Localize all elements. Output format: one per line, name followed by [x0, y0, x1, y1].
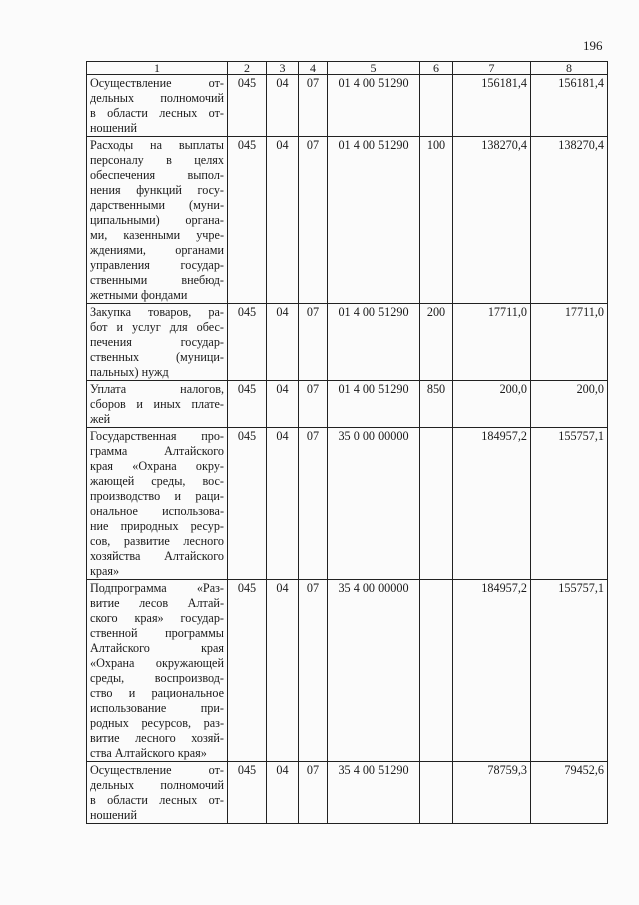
row-name-line: Уплата налогов, — [90, 382, 224, 396]
admin-code: 045 — [228, 137, 267, 304]
row-name-line: витие лесов Алтай- — [90, 596, 224, 610]
table-row — [87, 75, 608, 137]
amount-year-1: 156181,4 — [453, 75, 531, 137]
amount-year-2: 79452,6 — [531, 762, 608, 824]
subsection-code: 07 — [299, 381, 328, 428]
table-row — [87, 381, 608, 428]
row-name-line: управления государ- — [90, 258, 224, 272]
row-name-line: края «Охрана окру- — [90, 459, 224, 473]
column-header: 6 — [420, 62, 453, 75]
expense-type — [420, 75, 453, 137]
row-name-line: края» — [90, 564, 120, 578]
row-name — [87, 428, 228, 580]
row-name-line: ми, казенными учре- — [90, 228, 224, 242]
row-name — [87, 304, 228, 381]
row-name-line: Закупка товаров, ра- — [90, 305, 224, 319]
admin-code: 045 — [228, 381, 267, 428]
row-name-line: ства Алтайского края» — [90, 746, 207, 760]
header-row — [87, 62, 608, 75]
row-name-line: ского края» государ- — [90, 611, 224, 625]
subsection-code: 07 — [299, 304, 328, 381]
amount-year-1: 17711,0 — [453, 304, 531, 381]
row-name-line: производство и раци- — [90, 489, 224, 503]
admin-code: 045 — [228, 762, 267, 824]
row-name-line: дарственными (муни- — [90, 198, 224, 212]
row-name-line: бот и услуг для обес- — [90, 320, 224, 334]
target-article: 35 0 00 00000 — [328, 428, 420, 580]
expense-type — [420, 428, 453, 580]
row-name — [87, 381, 228, 428]
row-name-line: ношений — [90, 808, 137, 822]
row-name-line: жей — [90, 412, 111, 426]
row-name — [87, 762, 228, 824]
amount-year-2: 138270,4 — [531, 137, 608, 304]
row-name-line: Подпрограмма «Раз- — [90, 581, 224, 595]
row-name-line: хозяйства Алтайского — [90, 549, 224, 563]
row-name-line: Государственная про- — [90, 429, 224, 443]
column-header: 5 — [328, 62, 420, 75]
row-name-line: Осуществление от- — [90, 76, 224, 90]
row-name-line: ственной программы — [90, 626, 224, 640]
column-header: 1 — [87, 62, 228, 75]
section-code: 04 — [267, 381, 299, 428]
row-name-line: в области лесных от- — [90, 106, 224, 120]
section-code: 04 — [267, 428, 299, 580]
budget-table — [86, 61, 608, 824]
row-name-line: Осуществление от- — [90, 763, 224, 777]
column-header: 8 — [531, 62, 608, 75]
column-header: 2 — [228, 62, 267, 75]
row-name-line: ношений — [90, 121, 137, 135]
column-header: 3 — [267, 62, 299, 75]
row-name — [87, 580, 228, 762]
row-name-line: сборов и иных плате- — [90, 397, 224, 411]
row-name-line: дельных полномочий — [90, 91, 224, 105]
subsection-code: 07 — [299, 137, 328, 304]
section-code: 04 — [267, 137, 299, 304]
section-code: 04 — [267, 580, 299, 762]
amount-year-2: 156181,4 — [531, 75, 608, 137]
row-name — [87, 137, 228, 304]
target-article: 01 4 00 51290 — [328, 75, 420, 137]
admin-code: 045 — [228, 75, 267, 137]
admin-code: 045 — [228, 304, 267, 381]
amount-year-1: 200,0 — [453, 381, 531, 428]
row-name-line: витие лесного хозяй- — [90, 731, 224, 745]
target-article: 35 4 00 51290 — [328, 762, 420, 824]
table-row — [87, 304, 608, 381]
subsection-code: 07 — [299, 580, 328, 762]
subsection-code: 07 — [299, 428, 328, 580]
row-name-line: сов, развитие лесного — [90, 534, 224, 548]
amount-year-2: 155757,1 — [531, 428, 608, 580]
target-article: 01 4 00 51290 — [328, 381, 420, 428]
admin-code: 045 — [228, 580, 267, 762]
amount-year-2: 155757,1 — [531, 580, 608, 762]
expense-type — [420, 762, 453, 824]
row-name-line: обеспечения выпол- — [90, 168, 224, 182]
row-name-line: жающей среды, вос- — [90, 474, 224, 488]
row-name-line: ципальными) органа- — [90, 213, 224, 227]
row-name-line: родных ресурсов, раз- — [90, 716, 224, 730]
expense-type — [420, 580, 453, 762]
admin-code: 045 — [228, 428, 267, 580]
row-name-line: «Охрана окружающей — [90, 656, 224, 670]
row-name-line: использование при- — [90, 701, 224, 715]
target-article: 01 4 00 51290 — [328, 304, 420, 381]
row-name — [87, 75, 228, 137]
row-name-line: ональное использова- — [90, 504, 224, 518]
section-code: 04 — [267, 762, 299, 824]
row-name-line: ственных (муници- — [90, 350, 224, 364]
table-row — [87, 580, 608, 762]
subsection-code: 07 — [299, 762, 328, 824]
table-row — [87, 137, 608, 304]
row-name-line: дельных полномочий — [90, 778, 224, 792]
row-name-line: ждениями, органами — [90, 243, 224, 257]
row-name-line: нения функций госу- — [90, 183, 224, 197]
target-article: 35 4 00 00000 — [328, 580, 420, 762]
column-header: 7 — [453, 62, 531, 75]
table-row — [87, 428, 608, 580]
amount-year-1: 78759,3 — [453, 762, 531, 824]
row-name-line: Расходы на выплаты — [90, 138, 224, 152]
row-name-line: ство и рациональное — [90, 686, 224, 700]
row-name-line: ственными внебюд- — [90, 273, 224, 287]
expense-type: 200 — [420, 304, 453, 381]
row-name-line: жетными фондами — [90, 288, 188, 302]
target-article: 01 4 00 51290 — [328, 137, 420, 304]
row-name-line: печения государ- — [90, 335, 224, 349]
section-code: 04 — [267, 304, 299, 381]
section-code: 04 — [267, 75, 299, 137]
table-row — [87, 762, 608, 824]
expense-type: 850 — [420, 381, 453, 428]
row-name-line: персоналу в целях — [90, 153, 224, 167]
expense-type: 100 — [420, 137, 453, 304]
amount-year-2: 200,0 — [531, 381, 608, 428]
row-name-line: ние природных ресур- — [90, 519, 224, 533]
amount-year-1: 184957,2 — [453, 428, 531, 580]
row-name-line: пальных) нужд — [90, 365, 169, 379]
row-name-line: грамма Алтайского — [90, 444, 224, 458]
subsection-code: 07 — [299, 75, 328, 137]
row-name-line: Алтайского края — [90, 641, 224, 655]
row-name-line: в области лесных от- — [90, 793, 224, 807]
row-name-line: среды, воспроизвод- — [90, 671, 224, 685]
page-number: 196 — [583, 38, 603, 53]
amount-year-1: 184957,2 — [453, 580, 531, 762]
amount-year-2: 17711,0 — [531, 304, 608, 381]
column-header: 4 — [299, 62, 328, 75]
amount-year-1: 138270,4 — [453, 137, 531, 304]
